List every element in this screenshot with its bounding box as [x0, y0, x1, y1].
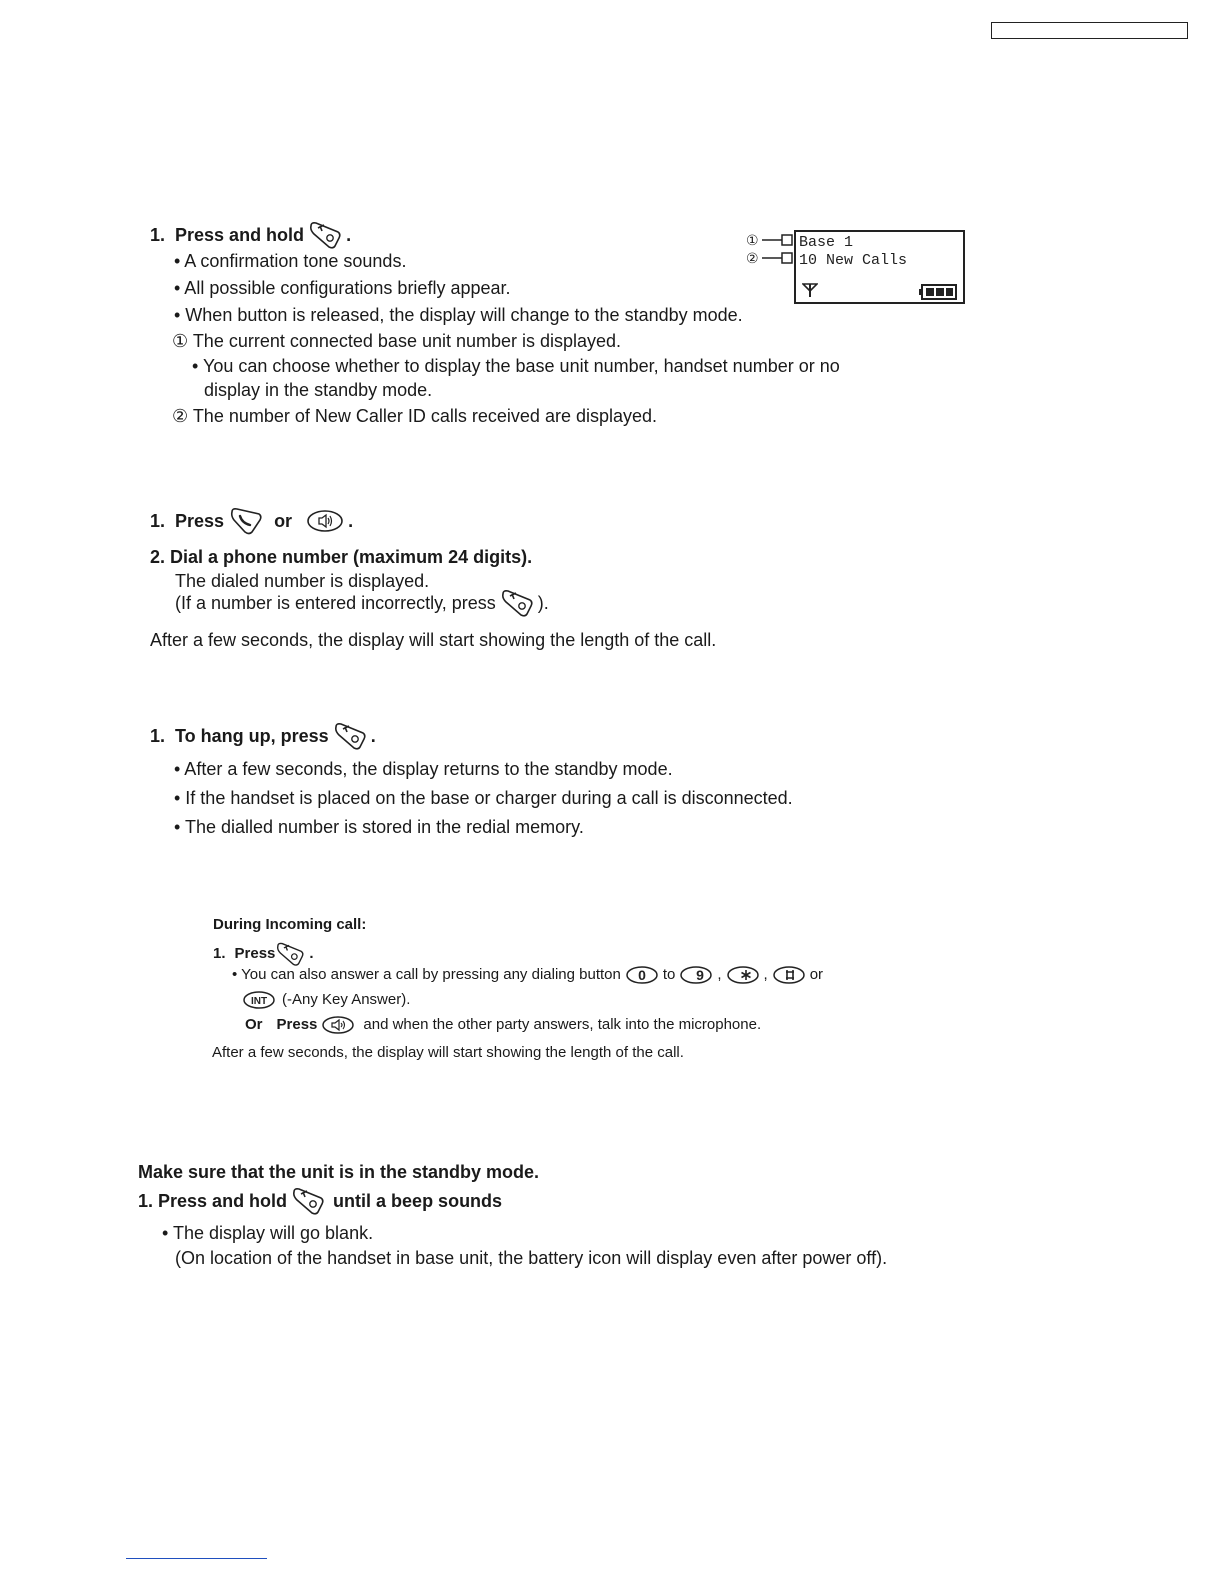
svg-text:9: 9 — [696, 967, 705, 983]
callout-2: ② — [746, 250, 759, 266]
callout-1: ① — [746, 232, 759, 248]
power-off-bullet-1-line2: (On location of the handset in base unit, the battery icon will display even after power off). — [175, 1248, 888, 1268]
antenna-icon — [802, 282, 818, 303]
speaker-key-icon — [306, 508, 344, 534]
make-call-step2-line1: The dialed number is displayed. — [175, 571, 430, 591]
footer-link-underline — [126, 1558, 267, 1559]
hang-up-bullet-1: • After a few seconds, the display returns to the standby mode. — [174, 759, 673, 779]
off-power-key-icon — [333, 721, 367, 751]
make-call-after: After a few seconds, the display will start showing the length of the call. — [150, 630, 717, 650]
make-call-step1: 1. Press or . — [150, 506, 353, 536]
key-star-icon — [726, 965, 760, 985]
power-off-bullet-1: • The display will go blank. — [162, 1223, 374, 1243]
off-power-key-icon — [291, 1186, 325, 1216]
off-power-key-icon — [275, 941, 305, 967]
power-off-heading: Make sure that the unit is in the standby mode. — [138, 1162, 540, 1182]
power-on-note-1-sub-a: • You can choose whether to display the base unit number, handset number or no — [192, 356, 840, 376]
battery-full-icon — [919, 284, 957, 305]
svg-text:0: 0 — [637, 967, 646, 983]
lcd-line-2: 10 New Calls — [799, 252, 908, 269]
power-on-note-1-sub-b: display in the standby mode. — [204, 380, 433, 400]
off-power-key-icon — [500, 588, 534, 618]
power-on-note-1: ① The current connected base unit number is displayed. — [172, 331, 622, 351]
svg-text:INT: INT — [250, 996, 268, 1007]
key-int-icon — [242, 990, 276, 1010]
talk-key-icon — [228, 506, 264, 536]
speaker-key-icon — [321, 1015, 355, 1035]
power-off-step1: 1. Press and hold until a beep sounds — [138, 1186, 502, 1216]
make-call-step2-line2: (If a number is entered incorrectly, press ). — [175, 588, 549, 618]
make-call-step2: 2. Dial a phone number (maximum 24 digits). — [150, 547, 533, 567]
incoming-heading: During Incoming call: — [213, 916, 367, 933]
key-9-icon — [679, 965, 713, 985]
power-on-step1: 1. Press and hold . — [150, 220, 351, 250]
off-power-key-icon — [308, 220, 342, 250]
power-on-bullet-2: • All possible configurations briefly appear. — [174, 278, 511, 298]
header-box — [991, 22, 1188, 39]
key-hash-icon — [772, 965, 806, 985]
incoming-any-key: INT (-Any Key Answer). — [242, 990, 410, 1010]
hang-up-step1: 1. To hang up, press . — [150, 721, 376, 751]
power-on-bullet-3: • When button is released, the display will change to the standby mode. — [174, 305, 743, 325]
callout-lines — [760, 232, 796, 268]
hang-up-bullet-2: • If the handset is placed on the base or charger during a call is disconnected. — [174, 788, 793, 808]
power-on-bullet-1: • A confirmation tone sounds. — [174, 251, 407, 271]
power-on-note-2: ② The number of New Caller ID calls received are displayed. — [172, 406, 658, 426]
lcd-line-1: Base 1 — [799, 234, 854, 251]
hang-up-bullet-3: • The dialled number is stored in the redial memory. — [174, 817, 584, 837]
lcd-display — [794, 230, 965, 304]
incoming-after: After a few seconds, the display will start showing the length of the call. — [212, 1044, 684, 1061]
key-0-icon — [625, 965, 659, 985]
incoming-bullet-a: • You can also answer a call by pressing any dialing button 0 to 9 , , or — [232, 966, 824, 983]
incoming-step1: 1. Press . — [213, 941, 314, 967]
incoming-or-speaker: Or Press and when the other party answers, talk into the microphone. — [245, 1016, 762, 1033]
